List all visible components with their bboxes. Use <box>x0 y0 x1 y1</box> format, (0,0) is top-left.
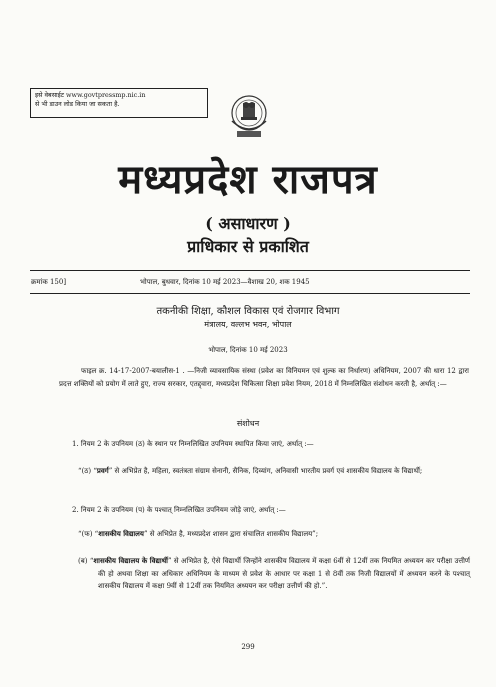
website-notice-line1: इसे वेबसाईट www.govtpressmp.nic.in <box>35 91 146 99</box>
amendment-item-2: 2. नियम 2 के उपनियम (प) के पश्चात् निम्नलिखित उपनियम जोड़े जाएं, अर्थात् :— <box>72 506 286 514</box>
website-notice-box <box>30 88 208 118</box>
amendment-item-1: 1. नियम 2 के उपनियम (ठ) के स्थान पर निम्नलिखित उपनियम स्थापित किया जाएं, अर्थात् :— <box>72 440 314 448</box>
issue-number: क्रमांक 150] <box>31 278 67 286</box>
quote3-rest: ” से अभिप्रेत है, ऐसे विद्यार्थी जिन्होंने शासकीय विद्यालय में कक्षा 6वीं से 12वीं तक नियमित अध्ययन कर परीक्षा उत्तीर्ण की हो अथवा शिक्षा का अधिकार अधिनियम के माध्यम से प्रवेश के आधार पर कक्षा 1 से 8वीं तक निजी विद्यालयों में अध्ययन करने के पश्चात् शासकीय विद्यालय में कक्षा 9वीं से 12वीं तक नियमित अध्ययन कर परीक्षा उत्तीर्ण की हो.”. <box>98 557 470 590</box>
quote3-prefix: (ब) “ <box>78 557 94 565</box>
state-emblem-icon <box>229 93 269 141</box>
quote2-rest: ” से अभिप्रेत है, मध्यप्रदेश शासन द्वारा संचालित शासकीय विद्यालय”; <box>143 530 319 538</box>
department-name: तकनीकी शिक्षा, कौशल विकास एवं रोजगार विभाग <box>156 306 340 317</box>
order-paragraph: फाइल क्र. 14-17-2007-बयालीस-1 . —निजी व्यावसायिक संस्था (प्रवेश का विनियमन एवं शुल्क का निर्धारण) अधिनियम, 2007 की धारा 12 द्वारा प्रदत्त शक्तियों को प्रयोग में लाते हुए, राज्य सरकार, एतद्द्वारा, मध्यप्रदेश चिकित्सा शिक्षा प्रवेश नियम, 2018 में निम्नलिखित संशोधन करती है, अर्थात् :— <box>59 367 469 388</box>
gazette-title: मध्यप्रदेश राजपत्र <box>118 156 378 203</box>
gazette-edition: ( असाधारण ) <box>205 214 291 233</box>
quote1-prefix: “(ठ) “ <box>78 467 97 475</box>
order-dateline: भोपाल, दिनांक 10 मई 2023 <box>208 346 288 354</box>
quote3-term: शासकीय विद्यालय के विद्यार्थी <box>93 556 168 565</box>
amendment-quote-2 <box>78 528 470 541</box>
quote1-term: प्रवर्ग <box>96 466 109 475</box>
top-divider <box>30 270 470 271</box>
bottom-divider <box>30 293 470 294</box>
amendment-heading: संशोधन <box>236 419 260 428</box>
quote1-rest: ” से अभिप्रेत है, महिला, स्वतंत्रता संग्राम सेनानी, सैनिक, दिव्यांग, अनिवासी भारतीय प्रवर्ग एवं शासकीय विद्यालय के विद्यार्थी; <box>108 467 423 475</box>
amendment-quote-1 <box>78 465 470 478</box>
page-number: 299 <box>241 643 255 651</box>
issue-date: भोपाल, बुधवार, दिनांक 10 मई 2023—वैशाख 20, शक 1945 <box>140 278 310 286</box>
amendment-quote-3 <box>78 555 470 593</box>
website-notice-line2: से भी डाउन लोड किया जा सकता है. <box>35 99 120 108</box>
quote2-prefix: “(फ) “ <box>78 530 99 538</box>
department-address: मंत्रालय, वल्लभ भवन, भोपाल <box>204 320 292 329</box>
quote2-term: शासकीय विद्यालय <box>98 529 144 538</box>
gazette-authority: प्राधिकार से प्रकाशित <box>187 237 309 256</box>
